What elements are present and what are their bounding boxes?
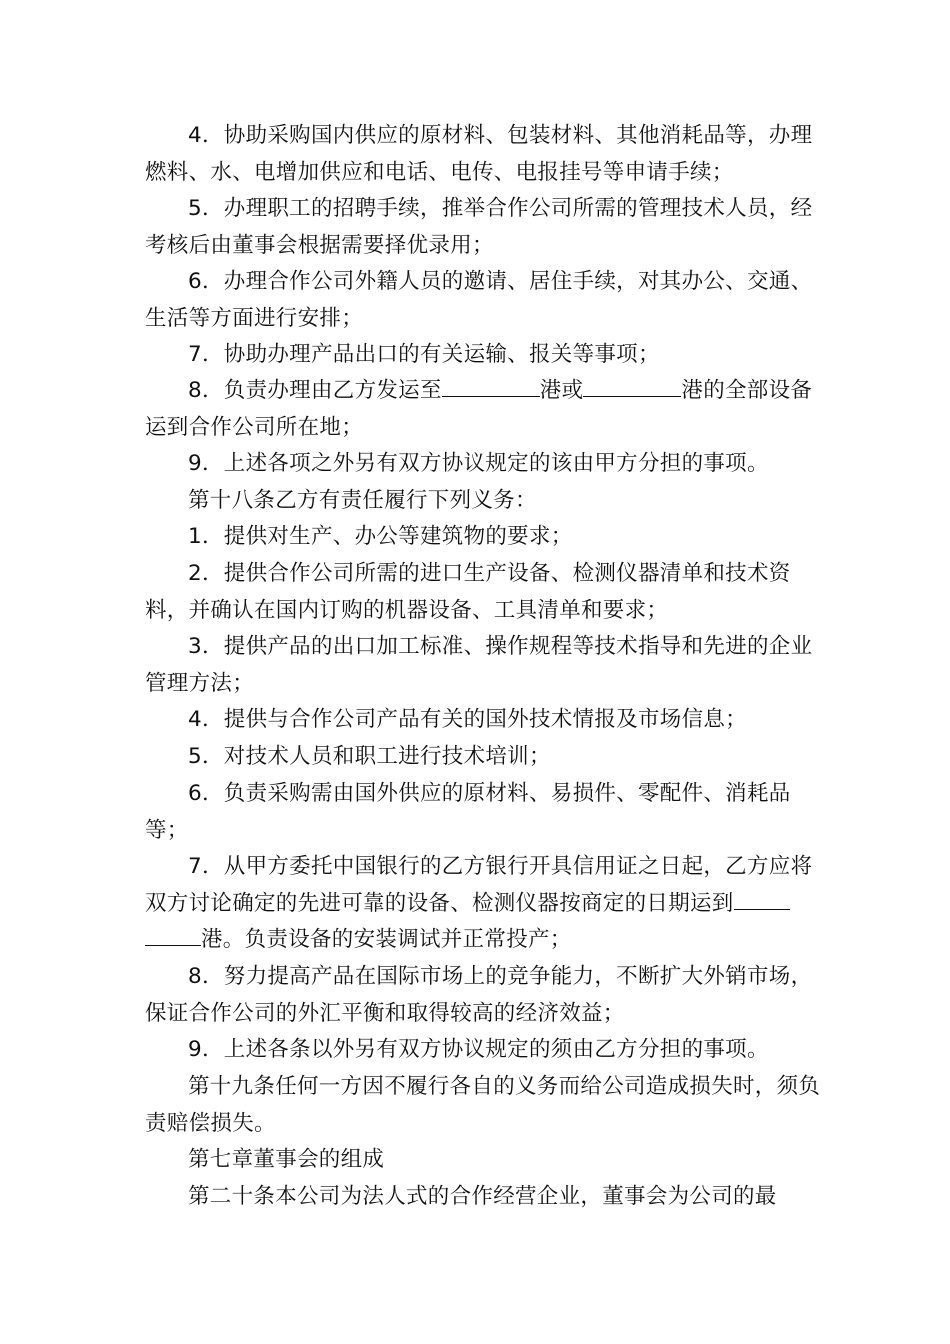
paragraph-item-4-party-b: 4．提供与合作公司产品有关的国外技术情报及市场信息； [188, 707, 747, 732]
paragraph-text: 港的全部设备运到合作公司所在地； [145, 378, 813, 440]
paragraph-item-2-party-b: 2．提供合作公司所需的进口生产设备、检测仪器清单和技术资料，并确认在国内订购的机器设备、工具清单和要求； [145, 561, 791, 623]
paragraph-text: 港。负责设备的安装调试并正常投产； [201, 927, 572, 952]
paragraph-item-8-party-b: 8．努力提高产品在国际市场上的竞争能力，不断扩大外销市场，保证合作公司的外汇平衡和取得较高的经济效益； [145, 964, 813, 1026]
chapter-heading-7: 第七章董事会的组成 [188, 1147, 385, 1172]
paragraph-article-20: 第二十条本公司为法人式的合作经营企业，董事会为公司的最 [188, 1184, 777, 1209]
paragraph-item-4-party-a: 4．协助采购国内供应的原材料、包装材料、其他消耗品等，办理燃料、水、电增加供应和电话、电传、电报挂号等申请手续； [145, 123, 813, 185]
paragraph-text: 7．从甲方委托中国银行的乙方银行开具信用证之日起，乙方应将双方讨论确定的先进可靠的设备、检测仪器按商定的日期运到 [145, 854, 813, 916]
paragraph-item-6-party-a: 6．办理合作公司外籍人员的邀请、居住手续，对其办公、交通、生活等方面进行安排； [145, 269, 813, 331]
fill-in-blank [442, 374, 540, 397]
paragraph-item-7-party-b [145, 849, 825, 959]
paragraph-text: 港或 [539, 378, 584, 403]
paragraph-item-7-party-a: 7．协助办理产品出口的有关运输、报关等事项； [188, 342, 660, 367]
fill-in-blank [583, 374, 681, 397]
paragraph-article-19: 第十九条任何一方因不履行各自的义务而给公司造成损失时，须负责赔偿损失。 [145, 1074, 821, 1136]
fill-in-blank [145, 923, 201, 946]
paragraph-item-9-party-b: 9．上述各条以外另有双方协议规定的须由乙方分担的事项。 [188, 1037, 769, 1062]
paragraph-item-1-party-b: 1．提供对生产、办公等建筑物的要求； [188, 524, 573, 549]
paragraph-item-8-party-a [145, 373, 825, 446]
paragraph-item-5-party-b: 5．对技术人员和职工进行技术培训； [188, 744, 551, 769]
paragraph-item-6-party-b: 6．负责采购需由国外供应的原材料、易损件、零配件、消耗品等； [145, 781, 791, 843]
paragraph-text: 8．负责办理由乙方发运至 [188, 378, 442, 403]
paragraph-article-18: 第十八条乙方有责任履行下列义务： [188, 488, 537, 513]
paragraph-item-5-party-a: 5．办理职工的招聘手续，推举合作公司所需的管理技术人员，经考核后由董事会根据需要择优录用； [145, 196, 813, 258]
fill-in-blank [734, 887, 790, 910]
paragraph-item-9-party-a: 9．上述各项之外另有双方协议规定的该由甲方分担的事项。 [188, 451, 769, 476]
paragraph-item-3-party-b: 3．提供产品的出口加工标准、操作规程等技术指导和先进的企业管理方法； [145, 634, 813, 696]
